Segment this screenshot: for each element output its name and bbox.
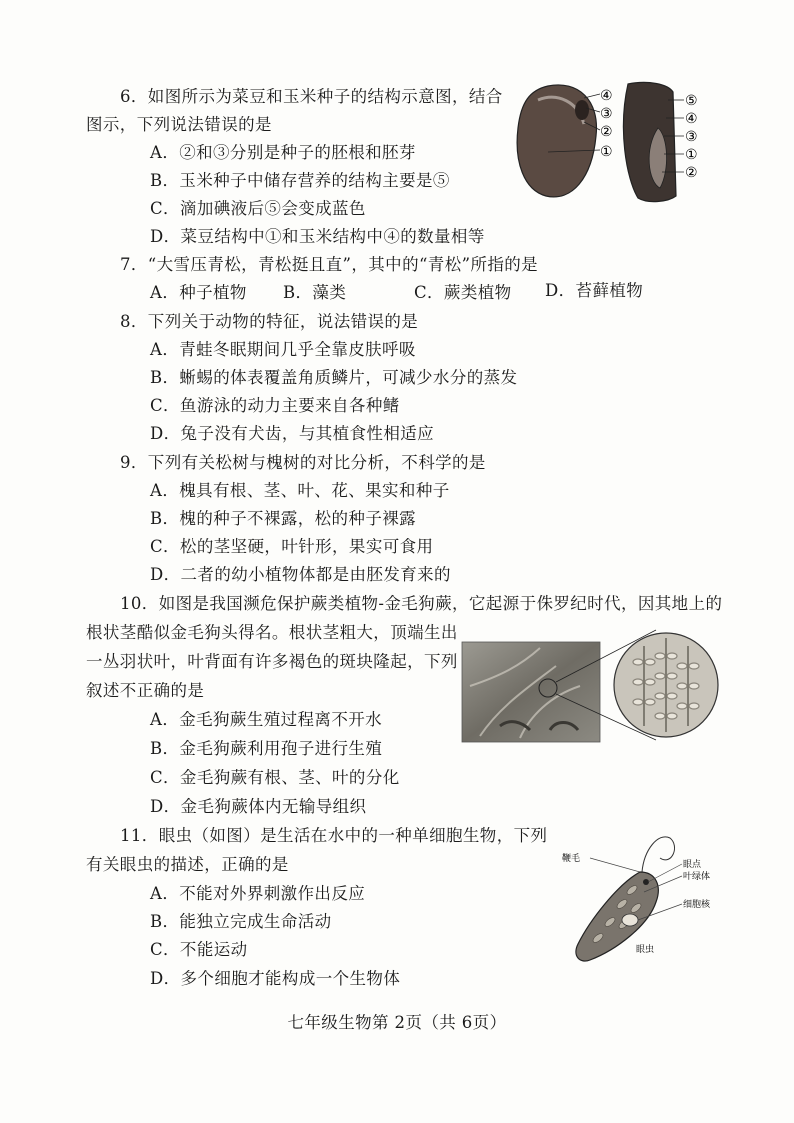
q7-stem: 7．“大雪压青松，青松挺且直”，其中的“青松”所指的是 <box>120 255 539 274</box>
q6-option-c: C．滴加碘液后⑤会变成蓝色 <box>150 199 366 218</box>
corn-label-3: ③ <box>685 129 698 145</box>
q9-option-b: B．槐的种子不裸露，松的种子裸露 <box>150 509 417 528</box>
q9-option-a: A．槐具有根、茎、叶、花、果实和种子 <box>150 481 450 500</box>
q8-option-b: B．蜥蜴的体表覆盖角质鳞片，可减少水分的蒸发 <box>150 368 518 387</box>
q11-option-c: C．不能运动 <box>150 940 248 959</box>
label-euglena: 眼虫 <box>636 945 655 955</box>
q7-option-c: C．蕨类植物 <box>414 283 512 302</box>
fern-photo <box>462 642 600 742</box>
label-chloroplast: 叶绿体 <box>683 872 711 882</box>
q8-option-c: C．鱼游泳的动力主要来自各种鳍 <box>150 396 400 415</box>
q6-option-b: B．玉米种子中储存营养的结构主要是⑤ <box>150 171 450 190</box>
label-eyespot: 眼点 <box>683 860 702 870</box>
q10-stem-3: 一丛羽状叶，叶背面有许多褐色的斑块隆起，下列 <box>86 652 458 671</box>
q10-option-a: A．金毛狗蕨生殖过程离不开水 <box>150 710 383 729</box>
bean-label-1: ① <box>600 144 613 160</box>
euglena-figure <box>532 826 718 966</box>
q7-option-d: D．苔藓植物 <box>545 281 644 300</box>
q11-stem-1: 11．眼虫（如图）是生活在水中的一种单细胞生物，下列 <box>120 826 548 845</box>
label-nucleus: 细胞核 <box>683 900 711 910</box>
corn-label-1: ① <box>685 147 698 163</box>
corn-label-2: ② <box>685 165 698 181</box>
q6-option-d: D．菜豆结构中①和玉米结构中④的数量相等 <box>150 227 485 246</box>
bean-label-2: ② <box>600 124 613 140</box>
q11-option-a: A．不能对外界刺激作出反应 <box>150 884 366 903</box>
label-flagellum: 鞭毛 <box>562 854 581 864</box>
q11-option-b: B．能独立完成生命活动 <box>150 912 332 931</box>
q10-stem-2: 根状茎酷似金毛狗头得名。根状茎粗大，顶端生出 <box>86 623 458 642</box>
q11-option-d: D．多个细胞才能构成一个生物体 <box>150 969 401 988</box>
q6-option-a: A．②和③分别是种子的胚根和胚芽 <box>150 143 416 162</box>
flagellum <box>642 837 675 872</box>
q10-stem-1: 10．如图是我国濒危保护蕨类植物-金毛狗蕨，它起源于侏罗纪时代，因其地上的 <box>120 594 723 613</box>
bean-label-4: ④ <box>600 88 613 104</box>
q8-stem: 8．下列关于动物的特征，说法错误的是 <box>120 312 419 331</box>
q7-option-a: A．种子植物 <box>150 283 247 302</box>
q10-option-b: B．金毛狗蕨利用孢子进行生殖 <box>150 739 383 758</box>
q6-stem-2: 图示，下列说法错误的是 <box>86 115 272 134</box>
seed-structure-figure <box>508 78 723 208</box>
q6-stem-1: 6．如图所示为菜豆和玉米种子的结构示意图，结合 <box>120 87 503 106</box>
corn-label-4: ④ <box>685 111 698 127</box>
fern-figure <box>460 626 722 744</box>
q9-stem: 9．下列有关松树与槐树的对比分析，不科学的是 <box>120 453 486 472</box>
q9-option-c: C．松的茎坚硬，叶针形，果实可食用 <box>150 537 434 556</box>
q10-option-d: D．金毛狗蕨体内无输导组织 <box>150 797 367 816</box>
q8-option-a: A．青蛙冬眠期间几乎全靠皮肤呼吸 <box>150 340 416 359</box>
bean-label-3: ③ <box>600 106 613 122</box>
corn-label-5: ⑤ <box>685 93 698 109</box>
page-footer: 七年级生物第 2页（共 6页） <box>287 1013 507 1032</box>
q7-option-b: B．藻类 <box>283 283 347 302</box>
q10-stem-4: 叙述不正确的是 <box>86 681 205 700</box>
q10-option-c: C．金毛狗蕨有根、茎、叶的分化 <box>150 768 400 787</box>
q9-option-d: D．二者的幼小植物体都是由胚发育来的 <box>150 565 451 584</box>
q8-option-d: D．兔子没有犬齿，与其植食性相适应 <box>150 424 435 443</box>
q11-stem-2: 有关眼虫的描述，正确的是 <box>86 855 289 874</box>
